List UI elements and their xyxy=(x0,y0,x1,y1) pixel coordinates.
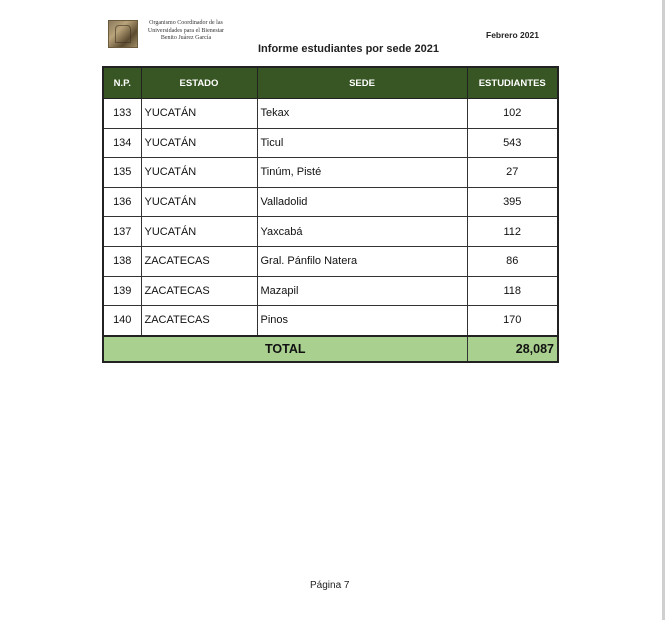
org-line-1: Organismo Coordinador de las xyxy=(149,20,223,26)
cell-estado: ZACATECAS xyxy=(141,276,257,306)
students-table xyxy=(102,66,559,363)
report-date: Febrero 2021 xyxy=(486,30,539,40)
cell-np: 135 xyxy=(103,158,141,188)
column-header-sede: SEDE xyxy=(257,67,467,99)
cell-estado: ZACATECAS xyxy=(141,246,257,276)
cell-estudiantes: 395 xyxy=(467,187,558,217)
cell-np: 139 xyxy=(103,276,141,306)
cell-estudiantes: 118 xyxy=(467,276,558,306)
report-title: Informe estudiantes por sede 2021 xyxy=(258,43,439,55)
cell-np: 137 xyxy=(103,217,141,247)
cell-estudiantes: 102 xyxy=(467,99,558,129)
cell-sede: Yaxcabá xyxy=(257,217,467,247)
cell-np: 136 xyxy=(103,187,141,217)
cell-sede: Tekax xyxy=(257,99,467,129)
cell-np: 138 xyxy=(103,246,141,276)
cell-estado: ZACATECAS xyxy=(141,306,257,336)
table-row xyxy=(103,187,558,217)
column-header-estado: ESTADO xyxy=(141,67,257,99)
cell-np: 133 xyxy=(103,99,141,129)
total-value: 28,087 xyxy=(467,336,558,362)
cell-sede: Pinos xyxy=(257,306,467,336)
table-header-row xyxy=(103,67,558,99)
cell-np: 140 xyxy=(103,306,141,336)
table-row xyxy=(103,158,558,188)
cell-sede: Valladolid xyxy=(257,187,467,217)
table-row xyxy=(103,217,558,247)
table-row xyxy=(103,276,558,306)
org-line-3: Benito Juárez García xyxy=(160,35,212,41)
cell-estudiantes: 170 xyxy=(467,306,558,336)
cell-estado: YUCATÁN xyxy=(141,128,257,158)
column-header-estudiantes: ESTUDIANTES xyxy=(467,67,558,99)
table-row xyxy=(103,128,558,158)
cell-estado: YUCATÁN xyxy=(141,99,257,129)
organization-name xyxy=(140,20,232,43)
table-row xyxy=(103,306,558,336)
cell-estudiantes: 86 xyxy=(467,246,558,276)
total-label: TOTAL xyxy=(103,336,467,362)
organization-logo xyxy=(108,20,138,48)
cell-estudiantes: 543 xyxy=(467,128,558,158)
cell-sede: Gral. Pánfilo Natera xyxy=(257,246,467,276)
cell-np: 134 xyxy=(103,128,141,158)
cell-estado: YUCATÁN xyxy=(141,158,257,188)
column-header-np: N.P. xyxy=(103,67,141,99)
cell-sede: Mazapil xyxy=(257,276,467,306)
page-number: Página 7 xyxy=(310,580,350,591)
cell-estado: YUCATÁN xyxy=(141,217,257,247)
cell-estado: YUCATÁN xyxy=(141,187,257,217)
cell-sede: Ticul xyxy=(257,128,467,158)
total-row xyxy=(103,336,558,362)
cell-estudiantes: 27 xyxy=(467,158,558,188)
table-row xyxy=(103,99,558,129)
cell-sede: Tinúm, Pisté xyxy=(257,158,467,188)
org-line-2: Universidades para el Bienestar xyxy=(147,27,225,34)
cell-estudiantes: 112 xyxy=(467,217,558,247)
table-row xyxy=(103,246,558,276)
